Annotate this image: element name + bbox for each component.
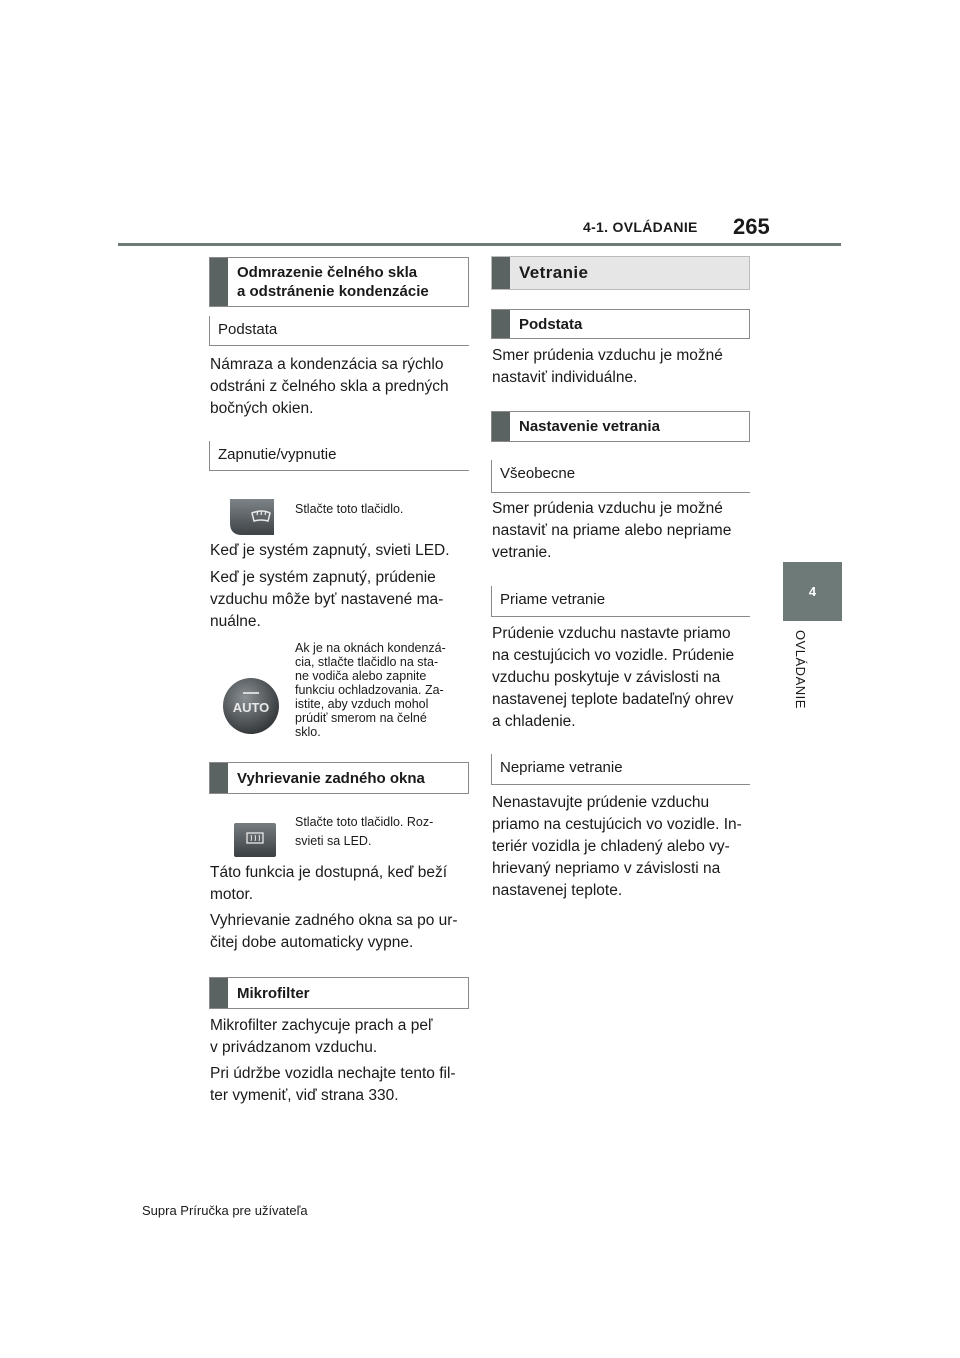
- paragraph: Námraza a kondenzácia sa rýchlo odstráni z čelného skla a predných bočných okien.: [210, 356, 449, 417]
- heading-defrost: [209, 257, 469, 307]
- subheading-zapnutie: Zapnutie/vypnutie: [209, 441, 469, 471]
- subheading-priame: Priame vetranie: [491, 586, 750, 617]
- paragraph: Vyhrievanie zadného okna sa po ur- čitej dobe automaticky vypne.: [210, 912, 458, 951]
- paragraph: Smer prúdenia vzduchu je možné nastaviť na priame alebo nepriame vetranie.: [492, 500, 732, 561]
- paragraph: Smer prúdenia vzduchu je možné nastaviť individuálne.: [492, 347, 723, 386]
- caption: Stlačte toto tlačidlo.: [295, 502, 404, 516]
- paragraph: Nenastavujte prúdenie vzduchu priamo na cestujúcich vo vozidle. In- teriér vozidla je chladený alebo vy- hrievaný nepriamo v závislosti na nastavenej teplote.: [492, 794, 742, 899]
- heading-nastavenie: Nastavenie vetrania: [491, 411, 750, 442]
- defrost-button-image: [228, 497, 276, 537]
- paragraph: Keď je systém zapnutý, prúdenie vzduchu môže byť nastavené ma- nuálne.: [210, 569, 444, 630]
- heading-microfilter: Mikrofilter: [209, 977, 469, 1009]
- heading-podstata: Podstata: [491, 309, 750, 339]
- caption: Ak je na oknách kondenzá- cia, stlačte tlačidlo na sta- ne vodiča alebo zapnite funkciu ochladzovania. Za- istite, aby vzduch mohol prúdiť smerom na čelné sklo.: [295, 641, 446, 739]
- paragraph: Mikrofilter zachycuje prach a peľ v privádzanom vzduchu.: [210, 1017, 433, 1056]
- chapter-tab: [783, 562, 842, 621]
- heading-defrost-text: Odmrazenie čelného skla a odstránenie kondenzácie: [237, 264, 429, 300]
- footer-text: Supra Príručka pre užívateľa: [142, 1203, 308, 1218]
- auto-button-image: [222, 677, 280, 735]
- chapter-label: OVLÁDANIE: [793, 630, 808, 709]
- header-divider: [118, 243, 841, 246]
- rear-defrost-button-image: [233, 822, 277, 858]
- section-title: 4-1. OVLÁDANIE: [583, 219, 698, 235]
- heading-vetranie: Vetranie: [491, 256, 750, 290]
- auto-label: AUTO: [232, 700, 270, 715]
- chapter-number: 4: [808, 584, 817, 599]
- heading-rear-window: Vyhrievanie zadného okna: [209, 762, 469, 794]
- paragraph: Keď je systém zapnutý, svieti LED.: [210, 542, 450, 559]
- subheading-nepriame: Nepriame vetranie: [491, 754, 750, 785]
- paragraph: Prúdenie vzduchu nastavte priamo na cestujúcich vo vozidle. Prúdenie vzduchu poskytuje v závislosti na nastavenej teplote badateľný ohrev a chladenie.: [492, 625, 735, 730]
- subheading-podstata: Podstata: [209, 316, 469, 346]
- caption: Stlačte toto tlačidlo. Roz- svieti sa LED.: [295, 815, 434, 848]
- paragraph: Pri údržbe vozidla nechajte tento fil- ter vymeniť, viď strana 330.: [210, 1065, 456, 1104]
- subheading-vseobecne: Všeobecne: [491, 460, 750, 493]
- page-number: 265: [733, 214, 770, 239]
- paragraph: Táto funkcia je dostupná, keď beží motor.: [210, 864, 448, 903]
